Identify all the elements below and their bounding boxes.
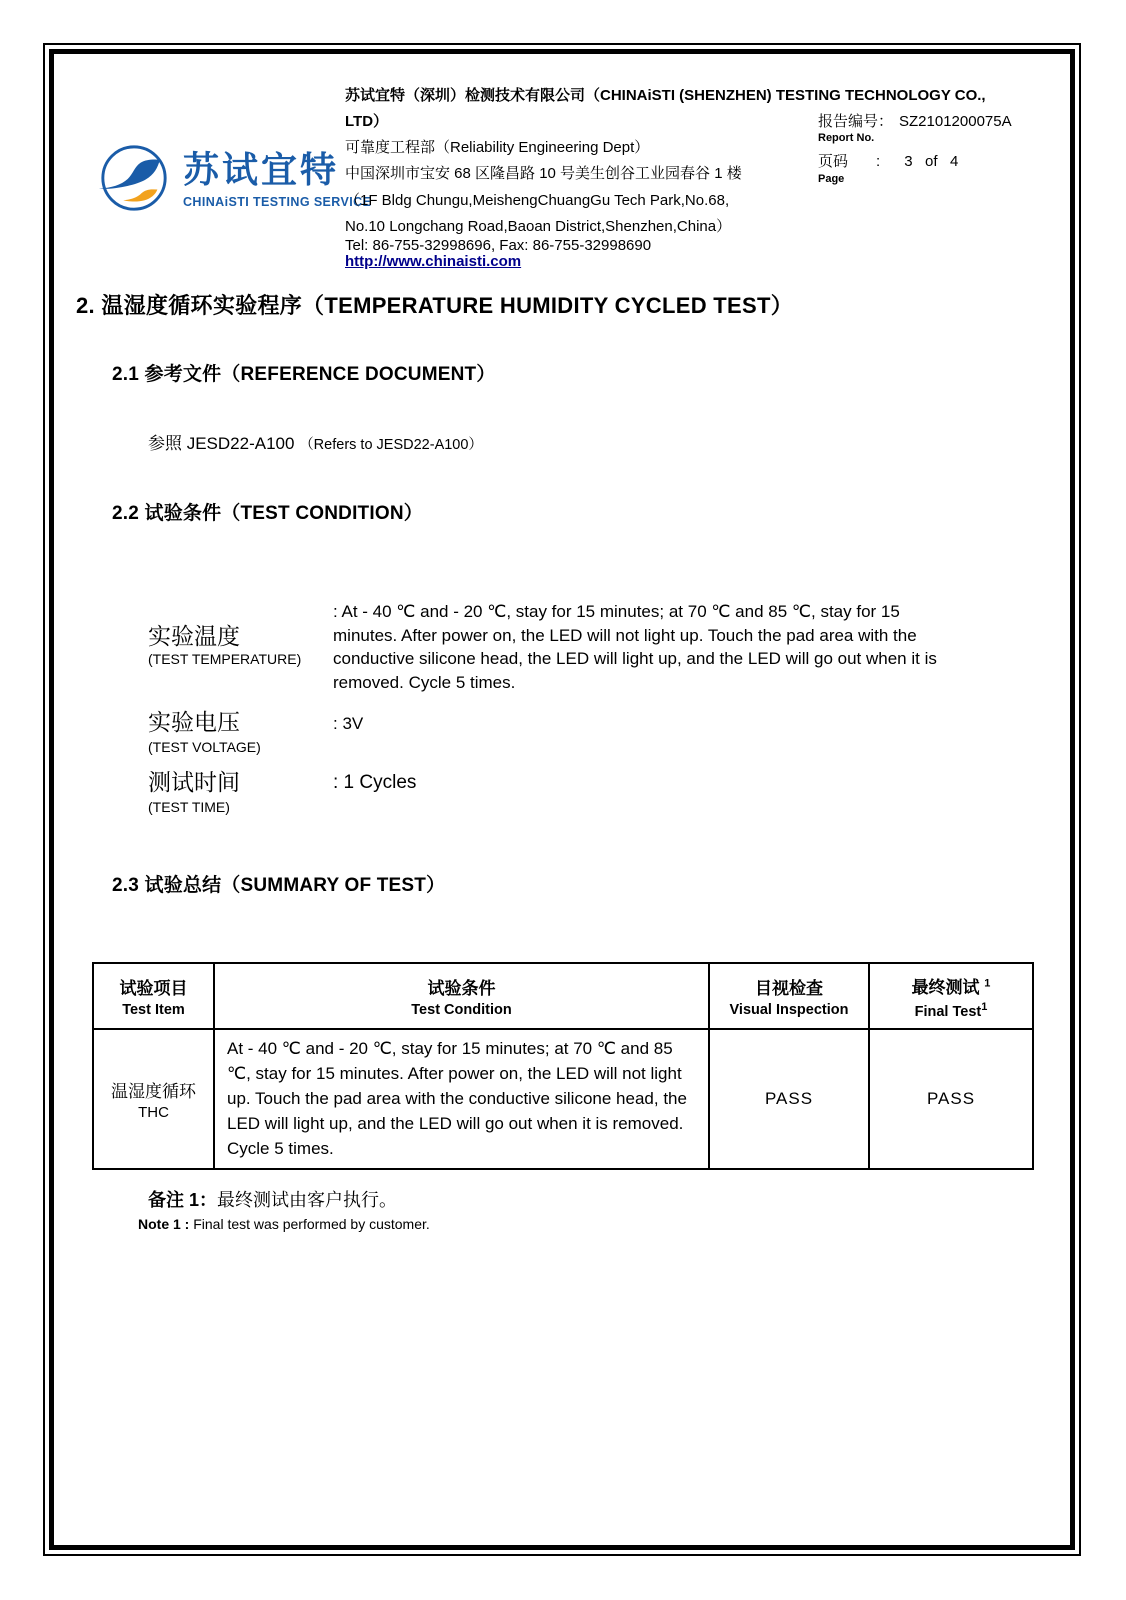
final-test-footnote-sup: 1: [984, 976, 991, 989]
test-item-cn: 温湿度循环: [111, 1082, 196, 1101]
website-link[interactable]: http://www.chinaisti.com: [345, 253, 522, 270]
cell-test-condition: At - 40 ℃ and - 20 ℃, stay for 15 minutes; at 70 ℃ and 85 ℃, stay for 15 minutes. After power on, the LED will not light up. Touch the pad area with the conductive silicone head, the LED will light up, and the LED will go out when it is removed. Cycle 5 times.: [214, 1029, 709, 1169]
final-test-footnote-sup-en: 1: [981, 1000, 988, 1013]
report-no-value: SZ2101200075A: [899, 113, 1012, 130]
col-header-test-item-cn: 试验项目: [119, 979, 188, 998]
note-text-cn: 最终测试由客户执行。: [217, 1190, 398, 1210]
note-label-en: Note 1 :: [138, 1216, 190, 1232]
page-no-line: [818, 150, 958, 171]
heading-summary: 2.3 试验总结（SUMMARY OF TEST）: [112, 875, 446, 896]
heading-reference: 2.1 参考文件（REFERENCE DOCUMENT）: [112, 364, 496, 385]
address-en-line2: No.10 Longchang Road,Baoan District,Shenzhen,China）: [345, 218, 732, 235]
cell-final-test-result: PASS: [869, 1029, 1033, 1169]
page-label: 页码: [818, 153, 849, 170]
summary-table: [92, 962, 1034, 1170]
col-header-visual-inspection: [709, 963, 869, 1029]
note-line-cn: [148, 1186, 397, 1212]
page-sublabel: Page: [818, 173, 845, 185]
cell-visual-inspection-result: PASS: [709, 1029, 869, 1169]
logo-brand-cn: 苏试宜特: [183, 149, 340, 190]
cell-test-item: [93, 1029, 214, 1169]
company-name-line2: LTD）: [345, 113, 389, 130]
page-value: 3 of 4: [904, 153, 959, 170]
col-header-final-test-en: Final Test$^1$: [914, 1000, 988, 1020]
note-text-en: Final test was performed by customer.: [189, 1216, 430, 1232]
label-test-temperature-cn: 实验温度: [148, 623, 240, 649]
col-header-test-item-en: Test Item: [122, 1002, 185, 1018]
label-test-voltage-en: (TEST VOLTAGE): [148, 739, 261, 755]
reference-main: 参照 JESD22-A100: [148, 434, 295, 453]
report-no-line: [818, 110, 1012, 131]
reference-body: [148, 429, 483, 454]
section-title: 2. 温湿度循环实验程序（TEMPERATURE HUMIDITY CYCLED TEST）: [76, 293, 794, 318]
chinaisti-logo-icon: [97, 142, 171, 216]
value-test-time: : 1 Cycles: [333, 772, 417, 793]
department-line: 可靠度工程部（Reliability Engineering Dept）: [345, 139, 650, 156]
col-header-visual-inspection-en: Visual Inspection: [729, 1002, 849, 1018]
address-cn-line: 中国深圳市宝安 68 区隆昌路 10 号美生创谷工业园春谷 1 楼: [345, 165, 742, 182]
heading-condition: 2.2 试验条件（TEST CONDITION）: [112, 503, 423, 524]
col-header-final-test: [869, 963, 1033, 1029]
logo-brand-en: CHINAiSTI TESTING SERVICE: [183, 195, 372, 209]
address-en-line1: （1F Bldg Chungu,MeishengChuangGu Tech Park,No.68,: [345, 192, 730, 209]
col-header-visual-inspection-cn: 目视检查: [755, 979, 823, 998]
col-header-test-condition-cn: 试验条件: [427, 979, 496, 998]
label-test-time-cn: 测试时间: [148, 769, 240, 795]
label-test-temperature-en: (TEST TEMPERATURE): [148, 651, 302, 667]
col-header-final-test-cn: 最终测试 $^1$: [911, 976, 991, 997]
reference-sub: （Refers to JESD22-A100）: [299, 437, 483, 453]
col-header-test-item: [93, 963, 214, 1029]
note-label-cn: 备注 1：: [148, 1190, 218, 1210]
col-header-test-condition: [214, 963, 709, 1029]
tel-fax-line: Tel: 86-755-32998696, Fax: 86-755-32998690: [345, 237, 652, 254]
page-separator: :: [876, 153, 881, 170]
company-name-line1: 苏试宜特（深圳）检测技术有限公司（CHINAiSTI (SHENZHEN) TESTING TECHNOLOGY CO.,: [345, 87, 986, 104]
test-item-en: THC: [138, 1104, 169, 1121]
value-test-temperature: : At - 40 ℃ and - 20 ℃, stay for 15 minutes; at 70 ℃ and 85 ℃, stay for 15 minutes. After power on, the LED will not light up. Touch the pad area with the conductive silicone head, the LED will light up, and the LED will go out when it is removed. Cycle 5 times.: [333, 602, 937, 692]
value-test-voltage: : 3V: [333, 714, 364, 733]
note-line-en: [138, 1216, 430, 1232]
col-header-test-condition-en: Test Condition: [411, 1002, 512, 1018]
label-test-time-en: (TEST TIME): [148, 799, 230, 815]
report-no-sublabel: Report No.: [818, 132, 875, 144]
company-logo: [97, 142, 371, 216]
summary-table-header-row: [93, 963, 1033, 1029]
label-test-voltage-cn: 实验电压: [148, 709, 240, 735]
summary-table-data-row: [93, 1029, 1033, 1169]
report-no-label: 报告编号：: [818, 113, 894, 130]
